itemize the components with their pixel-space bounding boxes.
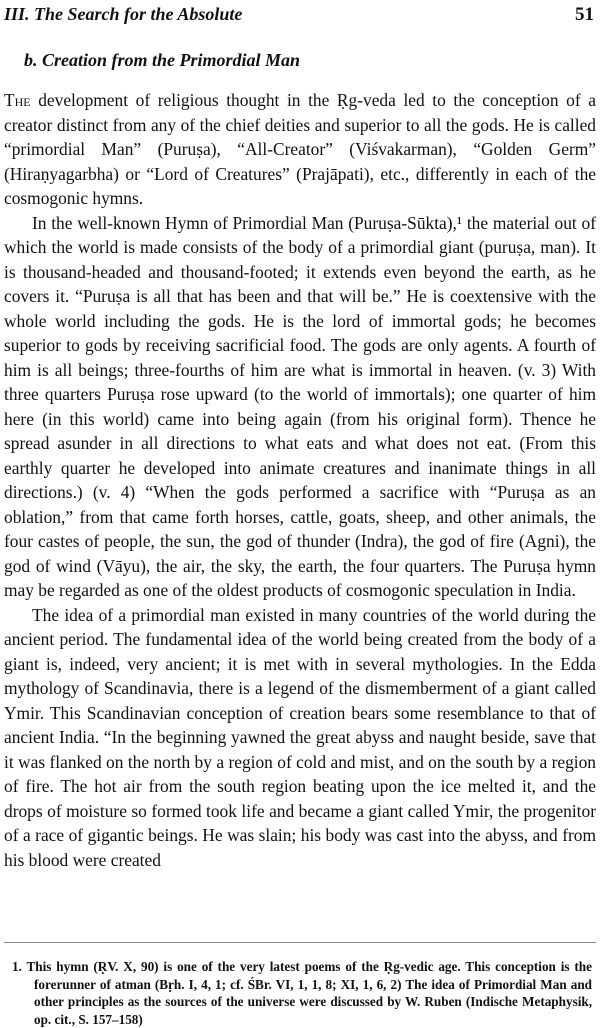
paragraph-2-text: In the well-known Hymn of Primordial Man (Puruṣa-Sūkta),¹ the material out of which the world is made consists of the body of a primordial giant (puruṣa, man). It is thousand-headed and thousand-footed; it extends even beyond the earth, as he covers it. “Puruṣa is all that has been and that will be.” He is coextensive with the whole world including the gods. He is the lord of immortal gods; he becomes superior to gods by receiving sacrificial food. The gods are only agents. A fourth of him is all beings; three-fourths of him are what is immortal in heaven. (v. 3) With three quarters Puruṣa rose upward (to the world of immortals); one quarter of him here (in this world) came into being again (from his original form). Thence he spread asunder in all directions to what eats and what does not eat. (From this earthly quarter he developed into animate creatures and inanimate things in all directions.) (v. 4) “When the gods performed a sacrifice with “Puruṣa as an oblation,” from that came forth horses, cattle, goats, sheep, and other animals, the four castes of people, the sun, the god of thunder (Indra), the god of fire (Agni), the god of wind (Vāyu), the air, the sky, the earth, the four quarters. The Puruṣa hymn may be regarded as one of the oldest products of cosmogonic speculation in India. [4,212,596,600]
paragraph-2 [4,211,596,603]
footnote-divider [4,942,596,943]
footnote-1: 1. This hymn (ṚV. X, 90) is one of the very latest poems of the Ṛg-vedic age. This conception is the forerunner of atman (Bṛh. I, 4, 1; cf. ŚBr. VI, 1, 1, 8; XI, 1, 6, 2) The idea of Primordial Man and other principles as the sources of the universe were discussed by W. Ruben (Indische Metaphysik, op. cit., S. 157–158) [12,959,592,1027]
paragraph-3-text: The idea of a primordial man existed in many countries of the world during the ancient period. The fundamental idea of the world being created from the body of a giant is, indeed, very ancient; it is met with in several mythologies. In the Edda mythology of Scandinavia, there is a legend of the dismemberment of a giant called Ymir. This Scandinavian conception of creation bears some resemblance to that of ancient India. “In the beginning yawned the great abyss and naught beside, save that it was flanked on the north by a region of cold and mist, and on the south by a region of fire. The hot air from the south region beating upon the ice melted it, and the drops of moisture so formed took life and became a giant called Ymir, the progenitor of a race of gigantic beings. He was slain; his body was cast into the abyss, and from his blood were created [4,604,596,870]
paragraph-1-text: development of religious thought in the Ṛg-veda led to the conception of a creator distinct from any of the chief deities and superior to all the gods. He is called “primordial Man” (Puruṣa), “All-Creator” (Viśvakarman), “Golden Germ” (Hiraṇyagarbha) or “Lord of Creatures” (Prajāpati), etc., differently in each of the cosmogonic hymns. [4,90,596,208]
section-heading: b. Creation from the Primordial Man [24,50,301,70]
paragraph-1-lead: The [4,90,31,110]
running-title: III. The Search for the Absolute [4,4,243,24]
running-head [4,4,596,30]
page-number: 51 [575,4,594,25]
paragraph-3 [4,603,596,873]
paragraph-1 [4,88,596,211]
body-text [4,88,596,872]
